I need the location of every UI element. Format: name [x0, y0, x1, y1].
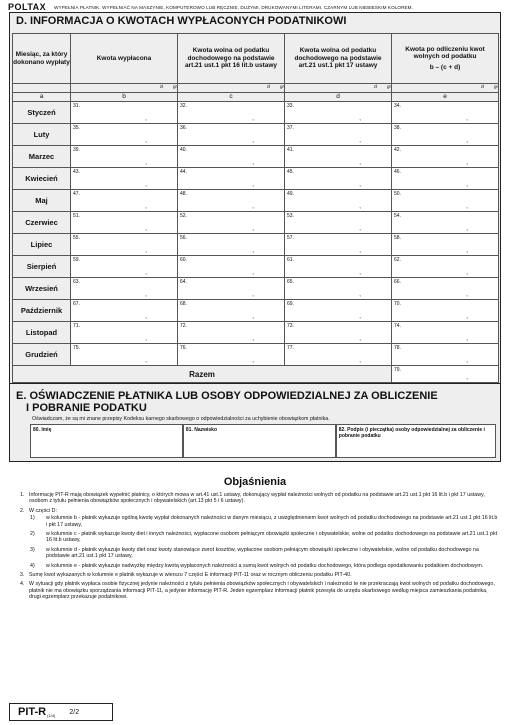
unit-cell: zł gr: [178, 84, 285, 93]
explanation-2-2: 2) w kolumnie c - płatnik wykazuje kwoty diet i innych należności, wypłacone osobom pełniącym obowiązki społeczne i obywatelskie, wolne od podatku dochodowego na podstawie art.21 ust.1 pkt 16 lit.b ustawy,: [30, 531, 498, 544]
amount-field[interactable]: [178, 124, 285, 146]
month-label: Listopad: [13, 322, 71, 344]
amount-field[interactable]: [392, 278, 499, 300]
decimal-comma: ,: [359, 160, 361, 166]
field-number: 74.: [394, 323, 401, 329]
explanation-4: 4. W sytuacji gdy płatnik wypłaca osobie fizycznej jedynie należności z tytułu pełnienia obowiązków społecznych i obywatelskich i należności te nie przekraczają kwot wolnych od podatku dochodowego, płatnik nie ma obowiązku sporządzania informacji PIT-11, a jedynie informację PIT-R. Jeden egzemplarz informacji płatnik przesyła do urzędu skarbowego według miejsca zamieszkania podatnika, drugi egzemplarz przekazuje podatnikowi.: [20, 581, 495, 601]
amount-field[interactable]: [392, 146, 499, 168]
amount-field[interactable]: [71, 190, 178, 212]
field-number: 47.: [73, 191, 80, 197]
decimal-comma: ,: [252, 336, 254, 342]
decimal-comma: ,: [466, 226, 468, 232]
field-number: 78.: [394, 345, 401, 351]
explanation-2-1: 1) w kolumnie b - płatnik wykazuje ogólną kwotę wypłat dokonanych należności w danym miesiącu, z uwzględnieniem kwot wolnych od podatku dochodowego na podstawie art.21 ust.1 pkt 16 lit.b i pkt 17 ustawy,: [30, 515, 498, 528]
field-number: 50.: [394, 191, 401, 197]
amount-field[interactable]: [178, 212, 285, 234]
amount-field[interactable]: [178, 190, 285, 212]
decimal-comma: ,: [466, 204, 468, 210]
amount-field[interactable]: [71, 300, 178, 322]
field-number: 39.: [73, 147, 80, 153]
decimal-comma: ,: [359, 270, 361, 276]
field-number: 34.: [394, 103, 401, 109]
field-number: 76.: [180, 345, 187, 351]
unit-cell-a: [13, 84, 71, 93]
decimal-comma: ,: [466, 182, 468, 188]
total-label: Razem: [13, 366, 392, 383]
column-letter-row: [13, 93, 499, 102]
section-e-title-line2: I POBRANIE PODATKU: [26, 402, 147, 414]
amount-field[interactable]: [71, 212, 178, 234]
amount-field[interactable]: [178, 300, 285, 322]
field-number: 79.: [394, 367, 401, 373]
decimal-comma: ,: [466, 138, 468, 144]
decimal-comma: ,: [145, 292, 147, 298]
field-number: 43.: [73, 169, 80, 175]
decimal-comma: ,: [252, 248, 254, 254]
month-row: [13, 212, 499, 234]
field-number: 54.: [394, 213, 401, 219]
decimal-comma: ,: [359, 292, 361, 298]
decimal-comma: ,: [359, 226, 361, 232]
decimal-comma: ,: [252, 116, 254, 122]
decimal-comma: ,: [359, 248, 361, 254]
month-label: Wrzesień: [13, 278, 71, 300]
column-letter: d: [285, 93, 392, 102]
month-label: Grudzień: [13, 344, 71, 366]
decimal-comma: ,: [252, 270, 254, 276]
decimal-comma: ,: [252, 314, 254, 320]
amount-field[interactable]: [71, 124, 178, 146]
month-row: [13, 234, 499, 256]
amount-field[interactable]: [285, 234, 392, 256]
amount-field[interactable]: [178, 322, 285, 344]
amount-field[interactable]: [392, 256, 499, 278]
unit-cell: zł gr: [285, 84, 392, 93]
decimal-comma: ,: [466, 270, 468, 276]
month-row: [13, 146, 499, 168]
amount-field[interactable]: [285, 256, 392, 278]
field-number: 75.: [73, 345, 80, 351]
decimal-comma: ,: [252, 226, 254, 232]
decimal-comma: ,: [466, 292, 468, 298]
amount-field[interactable]: [392, 190, 499, 212]
field-number: 70.: [394, 301, 401, 307]
month-row: [13, 322, 499, 344]
field-number: 40.: [180, 147, 187, 153]
first-name-field[interactable]: 80. Imię: [30, 424, 183, 458]
unit-row: [13, 84, 499, 93]
amount-field[interactable]: [285, 190, 392, 212]
field-number: 48.: [180, 191, 187, 197]
amount-field[interactable]: [392, 124, 499, 146]
column-letter: e: [392, 93, 499, 102]
explanations-title: Objaśnienia: [223, 476, 287, 488]
amount-field[interactable]: [71, 168, 178, 190]
decimal-comma: ,: [252, 358, 254, 364]
decimal-comma: ,: [145, 336, 147, 342]
month-label: Lipiec: [13, 234, 71, 256]
month-row: [13, 124, 499, 146]
decimal-comma: ,: [145, 160, 147, 166]
month-row: [13, 300, 499, 322]
decimal-comma: ,: [466, 248, 468, 254]
field-number: 56.: [180, 235, 187, 241]
field-number: 55.: [73, 235, 80, 241]
page-number: 2/2: [69, 708, 80, 716]
field-number: 33.: [287, 103, 294, 109]
decimal-comma: ,: [145, 358, 147, 364]
decimal-comma: ,: [359, 336, 361, 342]
decimal-comma: ,: [145, 226, 147, 232]
amount-field[interactable]: [285, 300, 392, 322]
decimal-comma: ,: [252, 160, 254, 166]
amount-field[interactable]: [285, 322, 392, 344]
field-number: 44.: [180, 169, 187, 175]
month-label: Sierpień: [13, 256, 71, 278]
month-label: Marzec: [13, 146, 71, 168]
field-number: 68.: [180, 301, 187, 307]
month-row: [13, 256, 499, 278]
decimal-comma: ,: [145, 204, 147, 210]
month-label: Maj: [13, 190, 71, 212]
field-number: 45.: [287, 169, 294, 175]
amount-field[interactable]: [178, 234, 285, 256]
section-e-title-line1: E. OŚWIADCZENIE PŁATNIKA LUB OSOBY ODPOWIEDZIALNEJ ZA OBLICZENIE: [16, 390, 438, 402]
amount-field[interactable]: [71, 102, 178, 124]
field-number: 32.: [180, 103, 187, 109]
section-d-title: D. INFORMACJA O KWOTACH WYPŁACONYCH PODATNIKOWI: [16, 15, 347, 27]
amount-field[interactable]: [71, 146, 178, 168]
amount-field[interactable]: [285, 146, 392, 168]
decimal-comma: ,: [359, 138, 361, 144]
amount-field[interactable]: [392, 212, 499, 234]
field-number: 51.: [73, 213, 80, 219]
field-number: 63.: [73, 279, 80, 285]
amount-field[interactable]: [392, 102, 499, 124]
decimal-comma: ,: [145, 182, 147, 188]
decimal-comma: ,: [359, 182, 361, 188]
decimal-comma: ,: [359, 314, 361, 320]
month-row: [13, 344, 499, 366]
amount-field[interactable]: [392, 168, 499, 190]
amount-field[interactable]: [392, 300, 499, 322]
decimal-comma: ,: [466, 358, 468, 364]
form-version: (1/4): [47, 712, 56, 718]
decimal-comma: ,: [466, 314, 468, 320]
brand-label: POLTAX: [8, 2, 47, 12]
field-number: 69.: [287, 301, 294, 307]
explanation-2: 2. W części D:: [20, 507, 57, 514]
month-label: Czerwiec: [13, 212, 71, 234]
amount-field[interactable]: [285, 212, 392, 234]
field-number: 53.: [287, 213, 294, 219]
form-code: PIT-R: [18, 706, 47, 718]
field-number: 31.: [73, 103, 80, 109]
field-number: 59.: [73, 257, 80, 263]
header-formula: b – (c + d): [429, 63, 461, 71]
amount-field[interactable]: [71, 344, 178, 366]
decimal-comma: ,: [359, 116, 361, 122]
amount-field[interactable]: [71, 278, 178, 300]
header-paid: Kwota wypłacona: [71, 34, 178, 84]
decimal-comma: ,: [145, 270, 147, 276]
amount-field[interactable]: [178, 146, 285, 168]
column-letter: c: [178, 93, 285, 102]
field-number: 73.: [287, 323, 294, 329]
field-number: 60.: [180, 257, 187, 263]
decimal-comma: ,: [466, 116, 468, 122]
decimal-comma: ,: [252, 182, 254, 188]
month-row: [13, 278, 499, 300]
decimal-comma: ,: [466, 160, 468, 166]
month-label: Kwiecień: [13, 168, 71, 190]
amount-field[interactable]: [392, 234, 499, 256]
header-after-deduction: [392, 34, 499, 84]
amount-field[interactable]: [71, 256, 178, 278]
month-row: [13, 102, 499, 124]
field-number: 58.: [394, 235, 401, 241]
field-number: 42.: [394, 147, 401, 153]
payments-table: [12, 33, 499, 383]
explanation-2-4: 4) w kolumnie e - płatnik wykazuje nadwyżkę między kwotą wypłaconych należności a sumą kwot wolnych od podatku dochodowego, która podlega opodatkowaniu podatkiem dochodowym.: [30, 562, 484, 569]
section-e-title: [16, 390, 438, 414]
field-number: 38.: [394, 125, 401, 131]
amount-field[interactable]: [178, 256, 285, 278]
form-footer: [9, 703, 113, 721]
signature-fields: [30, 424, 496, 458]
month-label: Styczeń: [13, 102, 71, 124]
explanation-2-3: 3) w kolumnie d - płatnik wykazuje kwoty diet oraz kwoty stanowiące zwrot kosztów, wypłacone osobom pełniącym obowiązki społeczne i obywatelskie, wolne od podatku dochodowego na podstawie art.21 ust.1 pkt 17 ustawy,: [30, 546, 479, 560]
amount-field[interactable]: [285, 168, 392, 190]
unit-cell: zł gr: [392, 84, 499, 93]
top-bar: [8, 2, 502, 12]
month-row: [13, 168, 499, 190]
decimal-comma: ,: [466, 375, 468, 381]
explanation-3: 3. Sumę kwot wykazanych w kolumnie e płatnik wykazuje w wierszu 7 części E informacji PIT-11 oraz w rocznym obliczeniu podatku PIT-40.: [20, 572, 352, 579]
decimal-comma: ,: [252, 292, 254, 298]
amount-field[interactable]: [285, 124, 392, 146]
column-letter: a: [13, 93, 71, 102]
amount-field[interactable]: [178, 278, 285, 300]
decimal-comma: ,: [466, 336, 468, 342]
decimal-comma: ,: [359, 358, 361, 364]
signature-field[interactable]: 82. Podpis (i pieczątka) osoby odpowiedzialnej za obliczenie i pobranie podatku: [336, 424, 496, 458]
field-number: 65.: [287, 279, 294, 285]
column-letter: b: [71, 93, 178, 102]
field-number: 71.: [73, 323, 80, 329]
field-number: 37.: [287, 125, 294, 131]
amount-field[interactable]: [285, 102, 392, 124]
section-d: [9, 12, 501, 384]
section-e: [9, 384, 501, 462]
field-number: 72.: [180, 323, 187, 329]
amount-field[interactable]: [392, 344, 499, 366]
header-free-17: Kwota wolna od podatku dochodowego na podstawie art.21 ust.1 pkt 17 ustawy: [285, 34, 392, 84]
month-label: Luty: [13, 124, 71, 146]
amount-field[interactable]: [178, 344, 285, 366]
total-row: [13, 366, 499, 383]
field-number: 35.: [73, 125, 80, 131]
total-field[interactable]: [392, 366, 499, 383]
field-number: 57.: [287, 235, 294, 241]
field-number: 36.: [180, 125, 187, 131]
amount-field[interactable]: [178, 168, 285, 190]
decimal-comma: ,: [145, 138, 147, 144]
amount-field[interactable]: [71, 322, 178, 344]
explanation-1: 1. Informację PIT-R mają obowiązek wypełnić płatnicy, o których mowa w art.41 ust.1 ustawy, dokonujący wypłat należności wolnych od podatku na podstawie art.21 ust.1 pkt 16 lit.b i pkt 17 ustawy, osobom z tytułu pełnienia obowiązków społecznych i obywatelskich (art.13 pkt 5 i 6 ustawy).: [20, 492, 485, 505]
decimal-comma: ,: [252, 204, 254, 210]
unit-cell: zł gr: [71, 84, 178, 93]
header-month: Miesiąc, za który dokonano wypłaty: [13, 34, 71, 84]
decimal-comma: ,: [252, 138, 254, 144]
month-label: Październik: [13, 300, 71, 322]
field-number: 41.: [287, 147, 294, 153]
fill-instruction: WYPEŁNIA PŁATNIK. WYPEŁNIAĆ NA MASZYNIE, KOMPUTEROWO LUB RĘCZNIE, DUŻYMI, DRUKOWANYMI LITERAMI, CZARNYM LUB NIEBIESKIM KOLOREM.: [54, 4, 413, 10]
amount-field[interactable]: [285, 344, 392, 366]
field-number: 64.: [180, 279, 187, 285]
header-after-deduction-label: Kwota po odliczeniu kwot wolnych od podatku: [405, 45, 485, 61]
amount-field[interactable]: [178, 102, 285, 124]
field-number: 49.: [287, 191, 294, 197]
amount-field[interactable]: [285, 278, 392, 300]
field-number: 66.: [394, 279, 401, 285]
field-number: 46.: [394, 169, 401, 175]
explanations: [20, 492, 498, 604]
field-number: 61.: [287, 257, 294, 263]
decimal-comma: ,: [145, 314, 147, 320]
amount-field[interactable]: [392, 322, 499, 344]
last-name-field[interactable]: 81. Nazwisko: [183, 424, 336, 458]
field-number: 77.: [287, 345, 294, 351]
month-row: [13, 190, 499, 212]
field-number: 67.: [73, 301, 80, 307]
amount-field[interactable]: [71, 234, 178, 256]
decimal-comma: ,: [359, 204, 361, 210]
field-number: 52.: [180, 213, 187, 219]
header-free-16: Kwota wolna od podatku dochodowego na podstawie art.21 ust.1 pkt 16 lit.b ustawy: [178, 34, 285, 84]
field-number: 62.: [394, 257, 401, 263]
decimal-comma: ,: [145, 116, 147, 122]
declaration-text: Oświadczam, że są mi znane przepisy Kodeksu karnego skarbowego o odpowiedzialności za uchybienie obowiązkom płatnika.: [32, 416, 330, 422]
decimal-comma: ,: [145, 248, 147, 254]
